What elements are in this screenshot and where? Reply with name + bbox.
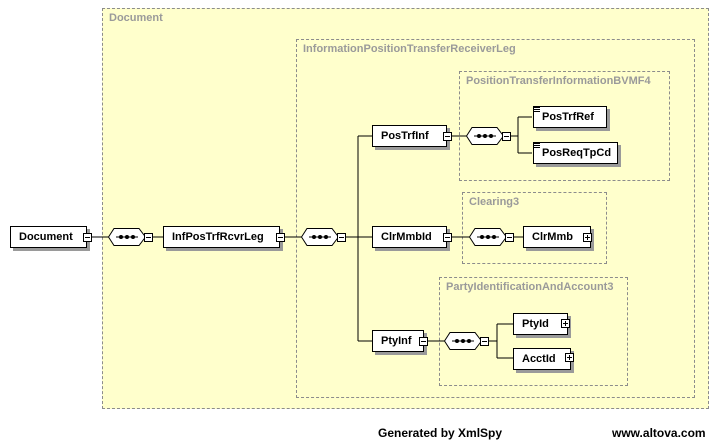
element-clrmmb[interactable] — [523, 226, 591, 248]
element-infposstrfrcvrleg-label: InfPosTrfRcvrLeg — [172, 231, 264, 243]
element-ptyid-label: PtyId — [522, 318, 549, 330]
element-postrfinf-label: PosTrfInf — [381, 130, 429, 142]
element-ptyinf[interactable] — [372, 330, 424, 352]
element-posreqtpcd-label: PosReqTpCd — [542, 147, 612, 159]
annotation-lines-icon — [534, 143, 540, 149]
element-clrmmb-expand-toggle[interactable] — [583, 233, 592, 242]
element-acctid-label: AcctId — [522, 353, 556, 365]
element-ptyid-expand-toggle[interactable] — [561, 319, 570, 328]
element-document-label: Document — [19, 231, 73, 243]
element-clrmmb-label: ClrMmb — [532, 231, 573, 243]
sequence-compositor-icon[interactable] — [301, 228, 339, 246]
sequence-collapse-toggle[interactable] — [502, 132, 511, 141]
element-infposstrfrcvrleg[interactable] — [163, 226, 280, 248]
sequence-compositor-icon[interactable] — [466, 127, 504, 145]
element-clrmmbid[interactable] — [372, 226, 447, 248]
element-document-collapse-toggle[interactable] — [83, 233, 92, 242]
element-ptyid[interactable] — [513, 313, 568, 335]
element-infposstrfrcvrleg-collapse-toggle[interactable] — [276, 233, 285, 242]
element-document[interactable] — [10, 226, 87, 248]
element-acctid[interactable] — [513, 348, 571, 370]
sequence-collapse-toggle[interactable] — [505, 233, 514, 242]
element-acctid-expand-toggle[interactable] — [565, 353, 574, 362]
element-ptyinf-label: PtyInf — [381, 335, 412, 347]
bvmf4-group-title: PositionTransferInformationBVMF4 — [466, 75, 651, 87]
element-posreqtpcd[interactable] — [533, 142, 618, 164]
document-group-title: Document — [109, 12, 163, 24]
receiver-leg-group-title: InformationPositionTransferReceiverLeg — [303, 43, 516, 55]
annotation-lines-icon — [534, 107, 540, 113]
altova-site-link[interactable]: www.altova.com — [612, 426, 706, 440]
party-group-title: PartyIdentificationAndAccount3 — [446, 281, 614, 293]
sequence-compositor-icon[interactable] — [444, 332, 482, 350]
element-clrmmbid-collapse-toggle[interactable] — [443, 233, 452, 242]
clearing3-group-title: Clearing3 — [469, 196, 520, 208]
element-ptyinf-collapse-toggle[interactable] — [419, 337, 428, 346]
sequence-collapse-toggle[interactable] — [144, 233, 153, 242]
sequence-compositor-icon[interactable] — [469, 228, 507, 246]
element-postrfref[interactable] — [533, 106, 607, 128]
element-clrmmbid-label: ClrMmbId — [381, 231, 432, 243]
element-postrfinf-collapse-toggle[interactable] — [443, 132, 452, 141]
element-postrfinf[interactable] — [372, 125, 447, 147]
sequence-collapse-toggle[interactable] — [480, 337, 489, 346]
sequence-collapse-toggle[interactable] — [337, 233, 346, 242]
sequence-compositor-icon[interactable] — [108, 228, 146, 246]
element-postrfref-label: PosTrfRef — [542, 111, 594, 123]
generated-by-text: Generated by XmlSpy — [378, 426, 503, 440]
